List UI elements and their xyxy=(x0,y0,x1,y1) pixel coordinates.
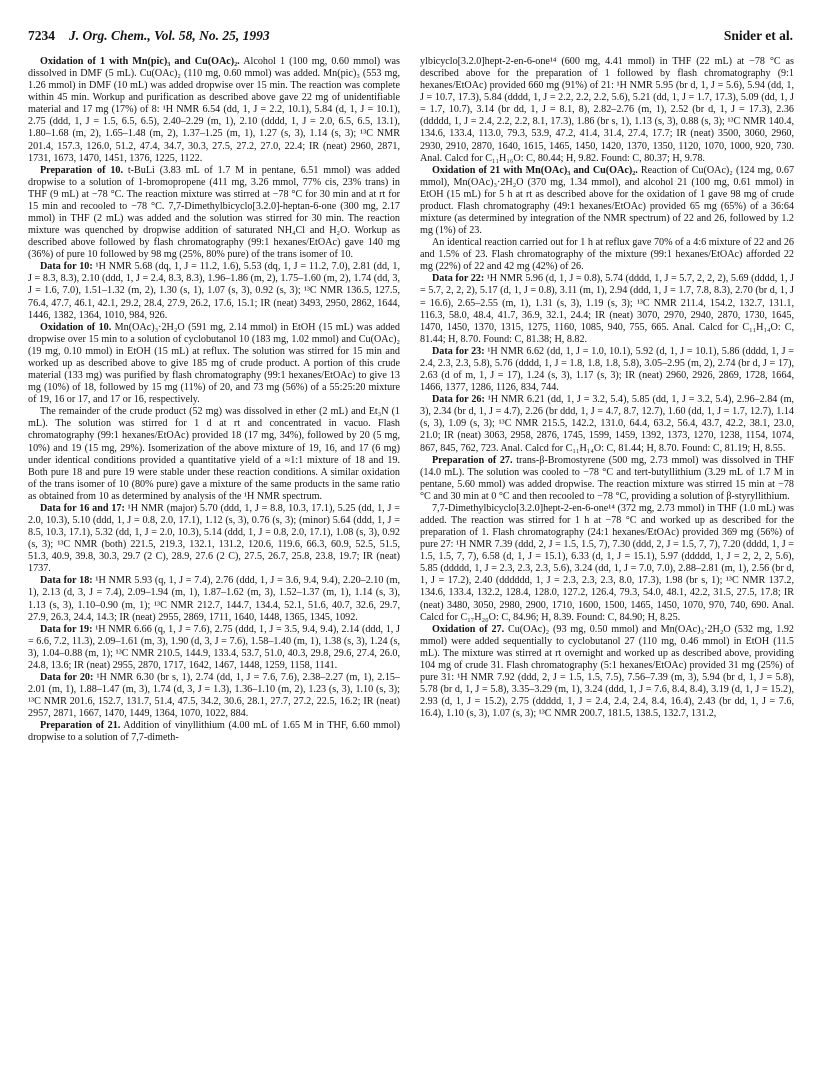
paragraph-heading: Data for 26: xyxy=(432,394,485,406)
paragraph xyxy=(28,406,400,503)
paragraph xyxy=(420,624,794,721)
paragraph xyxy=(28,575,400,623)
paragraph xyxy=(420,455,794,503)
paragraph-heading: Oxidation of 1 with Mn(pic)₃ and Cu(OAc)₂. xyxy=(40,56,240,67)
paragraph-text: Cu(OAc)₂ (93 mg, 0.50 mmol) and Mn(OAc)₃·2H₂O (532 mg, 1.92 mmol) were added sequentially to cyclobutanol 27 (110 mg, 0.46 mmol) in EtOH (11.5 mL). The mixture was stirred at rt overnight and worked up as described above, providing 104 mg of crude 31. Flash chromatography (5:1 hexanes/EtOAc) provided 31 mg (25%) of pure 31: ¹H NMR 7.92 (ddd, 2, J = 1.5, 1.5, 7.5), 7.56–7.39 (m, 3), 5.94 (br d, 1, J = 5.8), 5.78 (br d, 1, J = 5.8), 3.35–3.29 (m, 1), 3.24 (ddd, 1, J = 7.6, 8.4, 8.4), 3.19 (d, 1, J = 15.2), 2.93 (d, 1, J = 15.2), 2.75 (ddddd, 1, J = 2.4, 2.4, 2.4, 8.4, 16.4), 2.43 (br dd, 1, J = 7.6, 16.4), 1.10 (s, 3), 1.07 (s, 3); ¹³C NMR 200.7, 181.5, 138.5, 132.7, 131.2, xyxy=(420,623,794,720)
paragraph-text: ¹H NMR 6.62 (dd, 1, J = 1.0, 10.1), 5.92 (d, 1, J = 10.1), 5.86 (dddd, 1, J = 2.4, 2.3, 2.3, 5.8), 5.76 (dddd, 1, J = 1.8, 1.8, 1.8, 5.8), 3.05–2.95 (m, 2), 2.74 (br d, J = 17), 2.63 (d of m, 1, J = 17), 1.24 (s, 3), 1.17 (s, 3); IR (neat) 2960, 2926, 2869, 1728, 1664, 1466, 1377, 1286, 1126, 834, 744. xyxy=(420,345,794,394)
paragraph-heading: Data for 10: xyxy=(40,261,93,273)
paragraph-text: ¹H NMR 5.93 (q, 1, J = 7.4), 2.76 (ddd, 1, J = 3.6, 9.4, 9.4), 2.20–2.10 (m, 1), 2.13 (d, 3, J = 7.4), 2.09–1.94 (m, 1), 1.87–1.62 (m, 3), 1.52–1.37 (m, 1), 1.14 (s, 3), 1.13 (s, 3), 1.10–0.90 (m, 1); ¹³C NMR 212.7, 144.7, 134.4, 52.1, 51.6, 40.7, 32.6, 29.7, 27.9, 26.3, 24.4, 14.3; IR (neat) 2955, 2869, 1711, 1640, 1448, 1365, 1345, 1092. xyxy=(28,575,400,623)
paragraph-text: 7,7-Dimethylbicyclo[3.2.0]hept-2-en-6-one¹⁴ (372 mg, 2.73 mmol) in THF (1.0 mL) was added. The reaction was stirred for 1 h at −78 °C and worked up as described for the preparation of 1. Flash chromatography (24:1 hexanes/EtOAc) provided 369 mg (56%) of pure 27: ¹H NMR 7.39 (ddd, 2, J = 1.5, 1.5, 7), 7.30 (ddd, 2, J = 1.5, 7, 7), 7.20 (dddd, 1, J = 1.5, 1.5, 7, 7), 6.58 (d, 1, J = 15.1), 6.33 (d, 1, J = 15.1), 5.97 (ddddd, 1, J = 2, 2, 2, 5.6), 5.85 (ddddd, 1, J = 2.3, 2.3, 2.3, 5.6), 3.24 (dd, 1, J = 7.0, 7.0), 2.88–2.81 (m, 1), 2.56 (br d, 1, J = 17.2), 2.40 (dddddd, 1, J = 2.3, 2.3, 2.3, 8.0, 17.3), 1.98 (br s, 1); ¹³C NMR 137.2, 134.6, 133.4, 132.2, 128.4, 128.0, 127.2, 126.4, 79.3, 54.0, 48.1, 42.2, 31.5, 27.5, 17.8; IR (neat) 3480, 3050, 2980, 2900, 1710, 1600, 1500, 1465, 1450, 1070, 970, 740, 690. Anal. Calcd for C₁₇H₂₀O: C, 84.96; H, 8.39. Found: C, 84.90; H, 8.25. xyxy=(420,502,794,623)
paragraph-heading: Data for 19: xyxy=(40,623,93,635)
paragraph xyxy=(28,261,400,321)
paragraph-text: ¹H NMR 6.30 (br s, 1), 2.74 (dd, 1, J = 7.6, 7.6), 2.38–2.27 (m, 1), 2.15–2.01 (m, 1), 1.88–1.47 (m, 3), 1.74 (d, 3, J = 1.3), 1.36–1.10 (m, 2), 1.23 (s, 3), 1.10 (s, 3); ¹³C NMR 201.6, 152.7, 131.7, 51.4, 47.5, 34.2, 30.6, 28.1, 27.7, 27.2, 22.5, 16.2; IR (neat) 2957, 2871, 1667, 1470, 1449, 1364, 1070, 1022, 884. xyxy=(28,671,400,720)
paragraph xyxy=(420,503,794,624)
paragraph-text: ¹H NMR 5.96 (d, 1, J = 0.8), 5.74 (dddd, 1, J = 5.7, 2, 2, 2), 5.69 (dddd, 1, J = 5.7, 2, 2, 2), 5.17 (d, 1, J = 0.8), 3.11 (m, 1), 2.94 (ddd, 1, J = 1.7, 7.8, 8.3), 2.70 (br d, 1, J = 16.6), 2.65–2.55 (m, 1), 1.31 (s, 3), 1.19 (s, 3); ¹³C NMR 211.4, 154.2, 132.7, 131.1, 116.3, 58.0, 48.4, 41.7, 36.9, 32.1, 24.4; IR (neat) 3070, 2970, 2940, 2870, 1730, 1645, 1470, 1450, 1370, 1315, 1275, 1160, 1085, 940, 755, 665. Anal. Calcd for C₁₁H₁₄O: C, 81.44; H, 8.70. Found: C, 81.38; H, 8.82. xyxy=(420,273,794,345)
paragraph xyxy=(420,394,794,454)
right-column xyxy=(420,56,794,1051)
author-running-head: Snider et al. xyxy=(723,28,793,43)
paragraph xyxy=(420,165,794,237)
paragraph-heading: Preparation of 21. xyxy=(40,720,121,732)
paragraph-heading: Oxidation of 21 with Mn(OAc)₃ and Cu(OAc)₂. xyxy=(432,164,638,176)
paragraph-text: ylbicyclo[3.2.0]hept-2-en-6-one¹⁴ (600 mg, 4.41 mmol) in THF (22 mL) at −78 °C as described above for the preparation of 1 followed by flash chromatography (9:1 hexanes/EtOAc) provided 660 mg (91%) of 21: ¹H NMR 5.95 (br d, 1, J = 5.6), 5.94 (dd, 1, J = 10.7, 17.3), 5.84 (dddd, 1, J = 2.2, 2.2, 2.2, 5.6), 5.21 (dd, 1, J = 1.7, 17.3), 5.09 (dd, 1, J = 1.7, 10.7), 3.14 (br dd, 1, J = 8.1, 8), 2.82–2.76 (m, 1), 2.52 (br d, 1, J = 17.3), 2.36 (ddddd, 1, J = 2.4, 2.2, 2.2, 8.1, 17.3), 1.86 (br s, 1), 1.13 (s, 3), 0.88 (s, 3); ¹³C NMR 140.4, 134.6, 133.4, 113.0, 79.3, 53.9, 47.2, 41.4, 31.4, 27.4, 17.7; IR (neat) 3500, 3060, 2960, 2930, 2910, 2870, 1640, 1615, 1465, 1450, 1420, 1370, 1350, 1120, 1070, 1000, 920, 730. Anal. Calcd for C₁₁H₁₆O: C, 80.44; H, 9.82. Found: C, 80.37; H, 9.78. xyxy=(420,56,794,164)
paragraph-text: The remainder of the crude product (52 mg) was dissolved in ether (2 mL) and Et₃N (1 mL). The solution was stirred for 1 d at rt and concentrated in vacuo. Flash chromatography (99:1 hexanes/EtOAc) provided 18 (17 mg, 34%), followed by 20 (5 mg, 10%) and 19 (15 mg, 29%). Isomerization of the above mixture of 19, 16, and 17 (6 mg) under identical conditions provided a quantitative yield of a ≈1:1 mixture of 18 and 19. Both pure 18 and pure 19 were stable under these reaction conditions. A similar oxidation of the trans isomer of 10 (80% pure) gave a mixture of the same products in the same ratio as obtained from 10 as determined by analysis of the ¹H NMR spectrum. xyxy=(28,406,400,502)
paragraph-text: Alcohol 1 (100 mg, 0.60 mmol) was dissolved in DMF (5 mL). Cu(OAc)₂ (110 mg, 0.60 mmol) was added. Mn(pic)₃ (553 mg, 1.26 mmol) in DMF (10 mL) was added dropwise over 15 min. The reaction was complete within 45 min. Workup and purification as described above gave 22 mg of unidentifiable material and 17 mg (17%) of 8: ¹H NMR 6.54 (dd, 1, J = 2.2, 10.1), 5.84 (d, 1, J = 10.1), 2.75 (ddd, 1, J = 1.5, 6.5, 6.5), 2.40–2.29 (m, 1), 2.10 (dddd, 1, J = 2.0, 6.5, 6.5, 13.1), 1.80–1.68 (m, 2), 1.65–1.48 (m, 2), 1.37–1.25 (m, 1), 1.27 (s, 3), 1.14 (s, 3); ¹³C NMR 201.4, 157.3, 126.0, 51.2, 47.4, 34.7, 30.3, 27.5, 27.2, 27.0, 22.4; IR (neat) 2960, 2871, 1731, 1673, 1470, 1451, 1376, 1225, 1122. xyxy=(28,56,400,164)
paragraph-text: ¹H NMR 6.66 (q, 1, J = 7.6), 2.75 (ddd, 1, J = 3.5, 9.4, 9.4), 2.14 (ddd, 1, J = 6.6, 7.2, 11.3), 2.09–1.61 (m, 3), 1.90 (d, 3, J = 7.6), 1.58–1.40 (m, 1), 1.38 (s, 3), 1.24 (s, 3), 1.04–0.88 (m, 1); ¹³C NMR 210.5, 144.9, 133.4, 53.7, 51.0, 40.3, 29.8, 29.6, 27.4, 26.0, 24.8, 13.6; IR (neat) 2955, 2870, 1717, 1642, 1467, 1448, 1259, 1158, 1141. xyxy=(28,623,400,671)
paragraph-heading: Preparation of 27. xyxy=(432,454,513,466)
paragraph xyxy=(28,322,400,407)
journal-citation: J. Org. Chem., Vol. 58, No. 25, 1993 xyxy=(69,28,270,43)
left-column xyxy=(28,56,400,1051)
page-number: 7234 xyxy=(28,28,55,43)
paragraph xyxy=(420,237,794,273)
paragraph-text: t-BuLi (3.83 mL of 1.7 M in pentane, 6.51 mmol) was added dropwise to a solution of 1-bromopropene (411 mg, 3.26 mmol, 77% cis, 23% trans) in THF (9 mL) at −78 °C. The reaction mixture was stirred at −78 °C for 30 min and at rt for 15 min and recooled to −78 °C. 7,7-Dimethylbicyclo[3.2.0]-heptan-6-one (300 mg, 2.17 mmol) in THF (2 mL) was added and the solution was stirred for 30 min. The reaction mixture was quenched by dropwise addition of saturated NH₄Cl and H₂O. Workup as described above followed by flash chromatography (99:1 hexanes/EtOAc) gave 140 mg (36%) of pure 10 followed by 98 mg (25%, 80% pure) of the trans isomer of 10. xyxy=(28,164,400,261)
paragraph-text: Reaction of Cu(OAc)₂ (124 mg, 0.67 mmol), Mn(OAc)₃·2H₂O (370 mg, 1.34 mmol), and alcohol 21 (100 mg, 0.61 mmol) in EtOH (15 mL) for 5 h at rt as described above for the oxidation of 1 gave 98 mg of crude product. Flash chromatography (49:1 hexanes/EtOAc) provided 65 mg (65%) of a 36:64 mixture (as determined by integration of the NMR spectrum) of 22 and 26, followed by 1.2 mg (1%) of 23. xyxy=(420,164,794,237)
paragraph-heading: Data for 22: xyxy=(432,273,485,285)
paragraph xyxy=(420,346,794,394)
paragraph-heading: Data for 20: xyxy=(40,671,94,683)
paragraph-text: trans-β-Bromostyrene (500 mg, 2.73 mmol) was dissolved in THF (14.0 mL). The solution was cooled to −78 °C and tert-butyllithium (3.29 mL of 1.7 M in pentane, 5.60 mmol) was added dropwise. The reaction mixture was stirred 15 min at −78 °C and 30 min at 0 °C and then recooled to −78 °C, providing a solution of β-styryllithium. xyxy=(420,454,794,502)
paragraph xyxy=(28,720,400,744)
paragraph-heading: Data for 18: xyxy=(40,575,93,587)
paragraph-text: ¹H NMR 6.21 (dd, 1, J = 3.2, 5.4), 5.85 (dd, 1, J = 3.2, 5.4), 2.96–2.84 (m, 3), 2.34 (br d, 1, J = 4.7), 2.26 (br ddd, 1, J = 4.7, 8.7, 12.7), 1.60 (dd, 1, J = 1.7, 12.7), 1.14 (s, 3), 1.09 (s, 3); ¹³C NMR 215.5, 142.2, 131.0, 64.4, 63.2, 56.4, 43.7, 42.2, 38.1, 23.0, 21.0; IR (neat) 3063, 2958, 2876, 1745, 1599, 1459, 1392, 1373, 1270, 1238, 1154, 1074, 867, 845, 762, 723. Anal. Calcd for C₁₁H₁₄O: C, 81.44; H, 8.70. Found: C, 81.19; H, 8.55. xyxy=(420,394,794,454)
paragraph xyxy=(28,56,400,165)
paragraph-text: An identical reaction carried out for 1 h at reflux gave 70% of a 4:6 mixture of 22 and 26 and 1.5% of 23. Flash chromatography of the mixture (99:1 hexanes/EtOAc) afforded 22 mg (22%) of 22 and 42 mg (42%) of 26. xyxy=(420,237,794,273)
paragraph xyxy=(28,624,400,672)
paragraph-heading: Oxidation of 10. xyxy=(40,321,112,333)
paragraph xyxy=(420,56,794,165)
header-left xyxy=(28,28,270,44)
paragraph-text: ¹H NMR 5.68 (dq, 1, J = 11.2, 1.6), 5.53 (dq, 1, J = 11.2, 7.0), 2.81 (dd, 1, J = 8.3, 8.3), 2.10 (ddd, 1, J = 2.4, 8.3, 8.3), 1.96–1.86 (m, 2), 1.75–1.60 (m, 2), 1.74 (dd, 3, J = 1.6, 7.0), 1.51–1.32 (m, 2), 1.30 (s, 1), 1.07 (s, 3), 0.92 (s, 3); ¹³C NMR 136.5, 127.5, 76.4, 47.7, 46.1, 42.1, 29.2, 28.4, 27.9, 26.2, 17.6, 15.1; IR (neat) 3493, 2950, 2862, 1644, 1446, 1382, 1364, 1010, 984, 926. xyxy=(28,261,400,321)
page-header xyxy=(28,28,793,50)
paragraph-text: Mn(OAc)₃·2H₂O (591 mg, 2.14 mmol) in EtOH (15 mL) was added dropwise over 15 min to a solution of cyclobutanol 10 (183 mg, 1.02 mmol) and Cu(OAc)₂ (19 mg, 0.10 mmol) in EtOH (15 mL) at reflux. The solution was stirred for 15 min and worked up as described above to give 185 mg of crude product. A portion of this crude material (133 mg) was purified by flash chromatography (99:1 hexanes/EtOAc) to give 13 mg (10%) of 18, followed by 15 mg (11%) of 20, and 73 mg (56%) of a 55:25:20 mixture of 19, 16 or 17, and 17 or 16, respectively. xyxy=(28,321,400,406)
paragraph-heading: Data for 16 and 17: xyxy=(40,502,125,514)
paragraph xyxy=(28,503,400,575)
paragraph-text: Addition of vinyllithium (4.00 mL of 1.65 M in THF, 6.60 mmol) dropwise to a solution of 7,7-dimeth- xyxy=(28,720,400,744)
paragraph-heading: Data for 23: xyxy=(432,345,485,357)
paragraph xyxy=(28,165,400,262)
paragraph xyxy=(420,273,794,345)
paragraph-heading: Preparation of 10. xyxy=(40,164,123,176)
paragraph xyxy=(28,672,400,720)
paragraph-text: ¹H NMR (major) 5.70 (ddd, 1, J = 8.8, 10.3, 17.1), 5.25 (dd, 1, J = 2.0, 10.3), 5.10 (ddd, 1, J = 0.8, 2.0, 17.1), 1.12 (s, 3), 0.76 (s, 3); (minor) 5.64 (ddd, 1, J = 8.5, 10.3, 17.1), 5.32 (dd, 1, J = 2.0, 10.3), 5.14 (ddd, 1, J = 0.8, 2.0, 17.1), 1.08 (s, 3), 0.92 (s, 3); ¹³C NMR (both) 221.5, 219.3, 132.1, 131.2, 120.6, 119.6, 66.3, 60.9, 52.5, 51.5, 51.3, 40.9, 39.8, 30.3, 29.7 (2 C), 28.9, 27.6 (2 C), 27.5, 26.7, 25.8, 23.8, 19.7; IR (neat) 1737. xyxy=(28,502,400,575)
paragraph-heading: Oxidation of 27. xyxy=(432,623,505,635)
